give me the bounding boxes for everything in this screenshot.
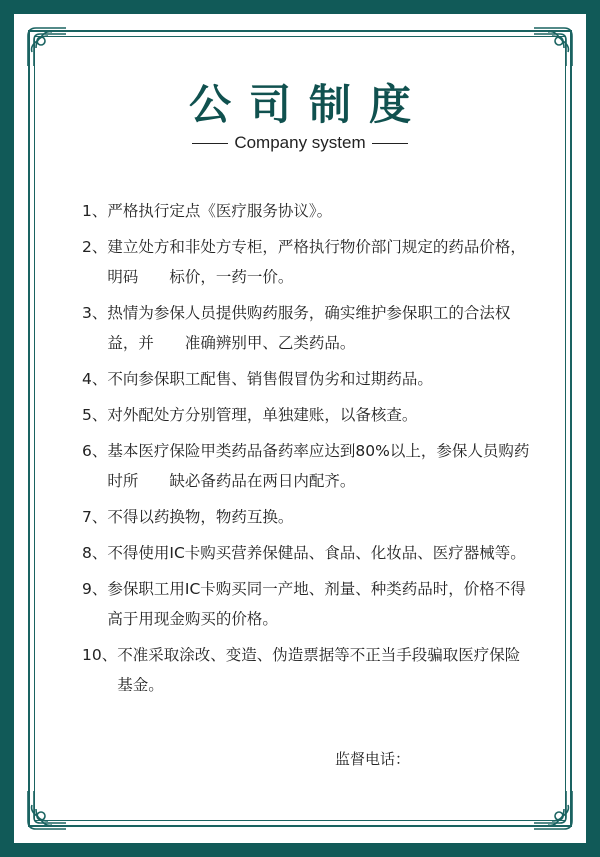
rule-text: 基本医疗保险甲类药品备药率应达到80%以上，参保人员购药时所 缺必备药品在两日内配齐。 <box>107 442 530 490</box>
rule-text: 热情为参保人员提供购药服务，确实维护参保职工的合法权益，并 准确辨别甲、乙类药品。 <box>107 304 511 352</box>
rule-text: 对外配处方分别管理，单独建账，以备核查。 <box>107 406 418 424</box>
list-item <box>82 298 532 358</box>
list-item <box>82 640 532 700</box>
rule-number: 4、 <box>82 370 108 388</box>
list-item <box>82 364 532 394</box>
list-item <box>82 502 532 532</box>
list-item <box>82 436 532 496</box>
rule-text: 严格执行定点《医疗服务协议》。 <box>107 202 333 220</box>
rule-text: 不向参保职工配售、销售假冒伪劣和过期药品。 <box>107 370 433 388</box>
subtitle-rule-left <box>192 143 228 144</box>
corner-ornament-icon <box>24 787 70 833</box>
rule-number: 5、 <box>82 406 108 424</box>
list-item <box>82 538 532 568</box>
subtitle-rule-right <box>372 143 408 144</box>
rule-number: 8、 <box>82 544 108 562</box>
corner-ornament-icon <box>530 24 576 70</box>
supervision-phone-label: 监督电话： <box>335 750 411 768</box>
list-item <box>82 196 532 226</box>
corner-ornament-icon <box>24 24 70 70</box>
list-item <box>82 574 532 634</box>
corner-ornament-icon <box>530 787 576 833</box>
rule-number: 7、 <box>82 508 108 526</box>
rule-number: 2、 <box>82 238 108 256</box>
list-item <box>82 232 532 292</box>
page-title: 公司制度 <box>188 80 429 129</box>
rule-number: 10、 <box>82 646 118 664</box>
subtitle <box>0 133 600 153</box>
rule-number: 1、 <box>82 202 108 220</box>
subtitle-text: Company system <box>234 133 366 152</box>
rule-text: 参保职工用IC卡购买同一产地、剂量、种类药品时，价格不得高于用现金购买的价格。 <box>107 580 526 628</box>
rules-list <box>82 196 532 706</box>
rule-text: 不得以药换物，物药互换。 <box>107 508 294 526</box>
rule-number: 9、 <box>82 580 108 598</box>
rule-text: 不准采取涂改、变造、伪造票据等不正当手段骗取医疗保险基金。 <box>117 646 521 694</box>
list-item <box>82 400 532 430</box>
rule-text: 建立处方和非处方专柜，严格执行物价部门规定的药品价格，明码 标价，一药一价。 <box>107 238 526 286</box>
rule-number: 3、 <box>82 304 108 322</box>
rule-number: 6、 <box>82 442 108 460</box>
rule-text: 不得使用IC卡购买营养保健品、食品、化妆品、医疗器械等。 <box>107 544 526 562</box>
